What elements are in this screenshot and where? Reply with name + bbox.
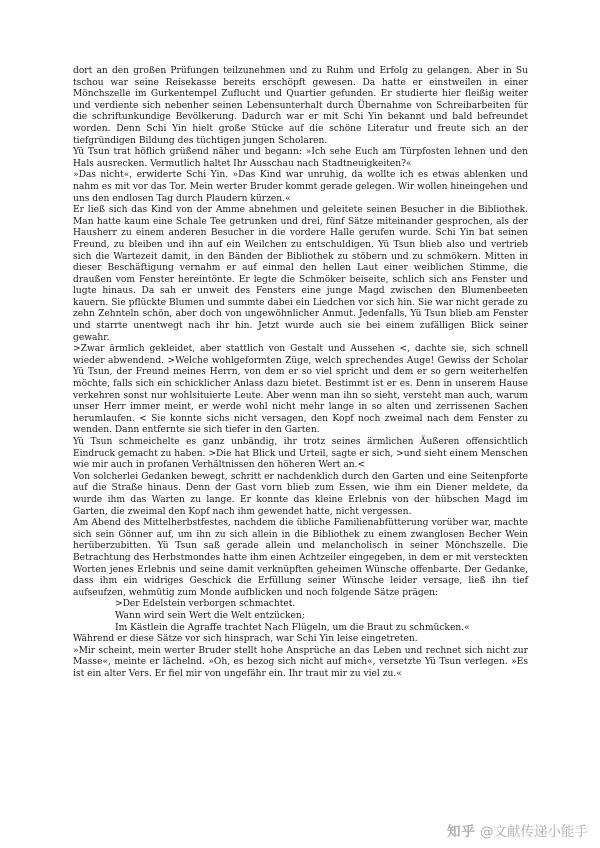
watermark: [447, 820, 588, 840]
paragraph-4: Er ließ sich das Kind von der Amme abnehmen und geleitete seinen Besucher in die Bibliothek. Man hatte kaum eine Schale Tee getrunken und drei, fünf Sätze miteinander gesprochen, als der Hausherr zu einem anderen Besucher in die vordere Halle gerufen wurde. Schi Yin bat seinen Freund, zu bleiben und ihn auf ein Weilchen zu entschuldigen. Yü Tsun blieb also und vertrieb sich die Wartezeit damit, in den Bänden der Bibliothek zu stöbern und zu schmökern. Mitten in dieser Beschäftigung vernahm er auf einmal den hellen Laut einer weiblichen Stimme, die draußen vom Fenster hereintönte. Er legte die Schmöker beiseite, schlich sich ans Fenster und lugte hinaus. Da sah er unweit des Fensters eine junge Magd zwischen den Blumenbeeten kauern. Sie pflückte Blumen und summte dabei ein Liedchen vor sich hin. Sie war nicht gerade zu zehn Zehnteln schön, aber doch von ungewöhnlicher Anmut. Jedenfalls, Yü Tsun blieb am Fenster und starrte unentwegt nach ihr hin. Jetzt wurde auch sie bei einem zufälligen Blick seiner gewahr.: [73, 205, 528, 343]
poem-line-2: Wann wird sein Wert die Welt entzücken;: [115, 610, 305, 621]
poem: [73, 599, 528, 634]
paragraph-3: »Das nicht«, erwiderte Schi Yin. »Das Kind war unruhig, da wollte ich es etwas ablenken und nahm es mit vor das Tor. Mein werter Bruder kommt gerade gelegen. Wir wollen hineingehen und uns den endlosen Tag durch Plaudern kürzen.«: [73, 170, 528, 204]
watermark-author: @文献传递小能手: [480, 824, 588, 840]
paragraph-9: Während er diese Sätze vor sich hinsprach, war Schi Yin leise eingetreten.: [73, 634, 418, 645]
poem-line-1: >Der Edelstein verborgen schmachtet.: [115, 599, 296, 610]
paragraph-10: »Mir scheint, mein werter Bruder stellt hohe Ansprüche an das Leben und rechnet sich nicht zur Masse«, meinte er lächelnd. »Oh, es bezog sich nicht auf mich«, versetzte Yü Tsun verlegen. »Es ist ein alter Vers. Er fiel mir von ungefähr ein. Ihr traut mir zu viel zu.«: [73, 645, 528, 679]
paragraph-6: Yü Tsun schmeichelte es ganz unbändig, ihr trotz seines ärmlichen Äußeren offensichtlich Eindruck gemacht zu haben. >Die hat Blick und Urteil, sagte er sich, >und sieht einem Menschen wie mir auch in profanen Verhältnissen den höheren Wert an.<: [73, 437, 528, 471]
paragraph-8: Am Abend des Mittelherbstfestes, nachdem die übliche Familienabfütterung vorüber war, machte sich sein Gönner auf, um ihn zu sich allein in die Bibliothek zu einem zwanglosen Becher Wein herüberzubitten. Yü Tsun saß gerade allein und melancholisch in seiner Mönchszelle. Die Betrachtung des Herbstmondes hatte ihm einen Achtzeiler eingegeben, in dem er mit versteckten Worten jenes Erlebnis und seine damit verknüpften geheimen Wünsche offenbarte. Der Gedanke, dass ihm ein widriges Geschick die Erfüllung seiner Wünsche leider versage, ließ ihn tief aufseufzen, wehmütig zum Monde aufblicken und noch folgende Sätze prägen:: [73, 518, 528, 598]
paragraph-2: Yü Tsun trat höflich grüßend näher und begann: »Ich sehe Euch am Türpfosten lehnen und den Hals ausrecken. Vermutlich haltet Ihr Ausschau nach Stadtneuigkeiten?«: [73, 147, 528, 169]
paragraph-1: dort an den großen Prüfungen teilzunehmen und zu Ruhm und Erfolg zu gelangen. Aber in Su tschou war seine Reisekasse bereits erschöpft gewesen. Da hatte er einstweilen in einer Mönchszelle im Gurkentempel Zuflucht und Quartier gefunden. Er studierte hier fleißig weiter und verdiente sich nebenher seinen Lebensunterhalt durch Übernahme von Schreibarbeiten für die schriftunkundige Bevölkerung. Dadurch war er mit Schi Yin bekannt und bald befreundet worden. Denn Schi Yin hielt große Stücke auf die schöne Literatur und freute sich an der tiefgründigen Bildung des tüchtigen jungen Scholaren.: [73, 66, 528, 146]
watermark-site: 知乎: [447, 824, 476, 840]
paragraph-5: >Zwar ärmlich gekleidet, aber stattlich von Gestalt und Aussehen <, dachte sie, sich schnell wieder abwendend. >Welche wohlgeformten Züge, welch sprechendes Auge! Gewiss der Scholar Yü Tsun, der Freund meines Herrn, von dem er so viel spricht und dem er so gern weiterhelfen möchte, falls sich ein schicklicher Anlass dazu bietet. Bestimmt ist er es. Denn in unserem Hause verkehren sonst nur wohlsituierte Leute. Aber wenn man ihn so sieht, versteht man auch, warum unser Herr immer meint, er werde wohl nicht mehr lange in so alten und zerrissenen Sachen herumlaufen. < Sie konnte sichs nicht versagen, den Kopf noch zweimal nach dem Fenster zu wenden. Dann entfernte sie sich tiefer in den Garten.: [73, 344, 528, 436]
document-page: [73, 66, 528, 680]
paragraph-7: Von solcherlei Gedanken bewegt, schritt er nachdenklich durch den Garten und eine Seitenpforte auf die Straße hinaus. Denn der Gast vorn blieb zum Essen, wie ihm ein Diener meldete, da wurde ihm das Warten zu lange. Er konnte das kleine Erlebnis von der hübschen Magd im Garten, die zweimal den Kopf nach ihm gewendet hatte, nicht vergessen.: [73, 471, 528, 517]
poem-line-3: Im Kästlein die Agraffe trachtet Nach Flügeln, um die Braut zu schmücken.«: [115, 622, 470, 633]
